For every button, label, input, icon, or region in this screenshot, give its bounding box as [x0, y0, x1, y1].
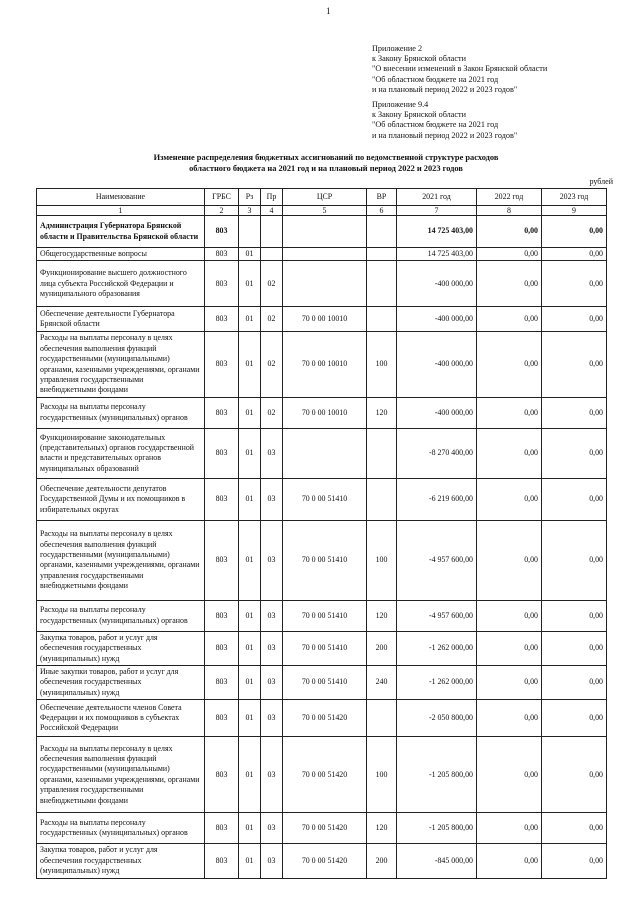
column-number: 6 [367, 206, 397, 216]
amount-2021-cell: -400 000,00 [397, 307, 477, 332]
amount-2021-cell: -4 957 600,00 [397, 600, 477, 631]
amount-2022-cell: 0,00 [477, 520, 542, 600]
pr-cell: 02 [261, 397, 283, 428]
csr-cell: 70 0 00 51420 [283, 844, 367, 878]
rz-cell: 01 [239, 631, 261, 665]
amount-2021-cell: -400 000,00 [397, 261, 477, 307]
rz-cell: 01 [239, 600, 261, 631]
title-line: областного бюджета на 2021 год и на плановый период 2022 и 2023 годов [189, 163, 463, 173]
csr-cell: 70 0 00 51410 [283, 478, 367, 520]
pr-cell: 03 [261, 737, 283, 813]
header-cell: 2023 год [542, 189, 607, 206]
amount-2022-cell: 0,00 [477, 397, 542, 428]
amount-2021-cell: -845 000,00 [397, 844, 477, 878]
grbs-cell: 803 [205, 844, 239, 878]
csr-cell: 70 0 00 51420 [283, 737, 367, 813]
vr-cell [367, 307, 397, 332]
name-cell: Администрация Губернатора Брянской области и Правительства Брянской области [37, 216, 205, 248]
vr-cell [367, 216, 397, 248]
vr-cell: 200 [367, 844, 397, 878]
appendix-line: к Закону Брянской области [372, 54, 466, 64]
grbs-cell: 803 [205, 248, 239, 261]
amount-2021-cell: 14 725 403,00 [397, 216, 477, 248]
amount-2022-cell: 0,00 [477, 307, 542, 332]
appendix-line: "Об областном бюджете на 2021 год [372, 74, 499, 84]
pr-cell: 03 [261, 478, 283, 520]
amount-2022-cell: 0,00 [477, 844, 542, 878]
appendix-2-block [372, 44, 547, 95]
table-row [37, 216, 607, 248]
rz-cell: 01 [239, 397, 261, 428]
name-cell: Иные закупки товаров, работ и услуг для обеспечения государственных (муниципальных) нужд [37, 666, 205, 700]
csr-cell [283, 216, 367, 248]
name-cell: Общегосударственные вопросы [37, 248, 205, 261]
grbs-cell: 803 [205, 600, 239, 631]
pr-cell: 03 [261, 844, 283, 878]
header-cell: Наименование [37, 189, 205, 206]
amount-2021-cell: -6 219 600,00 [397, 478, 477, 520]
pr-cell: 03 [261, 631, 283, 665]
name-cell: Функционирование высшего должностного лица субъекта Российской Федерации и муниципального образования [37, 261, 205, 307]
name-cell: Функционирование законодательных (представительных) органов государственной власти и представительных органов муниципальных образований [37, 428, 205, 478]
vr-cell [367, 261, 397, 307]
rz-cell: 01 [239, 666, 261, 700]
rz-cell: 01 [239, 700, 261, 737]
vr-cell: 120 [367, 813, 397, 844]
pr-cell: 03 [261, 600, 283, 631]
amount-2022-cell: 0,00 [477, 737, 542, 813]
column-number: 2 [205, 206, 239, 216]
csr-cell [283, 428, 367, 478]
amount-2021-cell: -2 050 800,00 [397, 700, 477, 737]
name-cell: Закупка товаров, работ и услуг для обеспечения государственных (муниципальных) нужд [37, 631, 205, 665]
table-row [37, 478, 607, 520]
amount-2021-cell: -1 262 000,00 [397, 666, 477, 700]
rz-cell: 01 [239, 261, 261, 307]
rz-cell: 01 [239, 478, 261, 520]
name-cell: Расходы на выплаты персоналу в целях обеспечения выполнения функций государственными (муниципальными) органами, казенными учреждениями, органами управления государственными внебюджетными фондами [37, 520, 205, 600]
grbs-cell: 803 [205, 478, 239, 520]
grbs-cell: 803 [205, 428, 239, 478]
budget-table [36, 188, 607, 879]
amount-2021-cell: -400 000,00 [397, 332, 477, 397]
column-number: 7 [397, 206, 477, 216]
name-cell: Обеспечение деятельности депутатов Государственной Думы и их помощников в избирательных округах [37, 478, 205, 520]
amount-2021-cell: -4 957 600,00 [397, 520, 477, 600]
table-row [37, 666, 607, 700]
pr-cell: 02 [261, 332, 283, 397]
vr-cell: 120 [367, 397, 397, 428]
vr-cell [367, 428, 397, 478]
amount-2023-cell: 0,00 [542, 216, 607, 248]
appendix-line: "Об областном бюджете на 2021 год [372, 120, 499, 130]
appendix-line: Приложение 9.4 [372, 100, 429, 109]
pr-cell: 03 [261, 700, 283, 737]
appendix-line: и на плановый период 2022 и 2023 годов" [372, 130, 518, 140]
header-cell: ЦСР [283, 189, 367, 206]
amount-2021-cell: -1 262 000,00 [397, 631, 477, 665]
pr-cell [261, 216, 283, 248]
amount-2023-cell: 0,00 [542, 307, 607, 332]
pr-cell [261, 248, 283, 261]
grbs-cell: 803 [205, 737, 239, 813]
header-cell: 2021 год [397, 189, 477, 206]
grbs-cell: 803 [205, 666, 239, 700]
appendix-line: "О внесении изменений в Закон Брянской области [372, 64, 548, 74]
amount-2021-cell: -8 270 400,00 [397, 428, 477, 478]
grbs-cell: 803 [205, 700, 239, 737]
amount-2021-cell: -1 205 800,00 [397, 813, 477, 844]
amount-2023-cell: 0,00 [542, 478, 607, 520]
amount-2022-cell: 0,00 [477, 332, 542, 397]
amount-2022-cell: 0,00 [477, 478, 542, 520]
grbs-cell: 803 [205, 307, 239, 332]
csr-cell: 70 0 00 10010 [283, 332, 367, 397]
appendix-line: и на плановый период 2022 и 2023 годов" [372, 84, 518, 94]
name-cell: Расходы на выплаты персоналу в целях обеспечения выполнения функций государственными (муниципальными) органами, казенными учреждениями, органами управления государственными внебюджетными фондами [37, 332, 205, 397]
csr-cell [283, 261, 367, 307]
pr-cell: 03 [261, 666, 283, 700]
csr-cell: 70 0 00 10010 [283, 307, 367, 332]
rz-cell: 01 [239, 332, 261, 397]
vr-cell: 100 [367, 332, 397, 397]
table-row [37, 520, 607, 600]
column-number: 4 [261, 206, 283, 216]
table-row [37, 700, 607, 737]
csr-cell: 70 0 00 10010 [283, 397, 367, 428]
table-row [37, 737, 607, 813]
vr-cell [367, 248, 397, 261]
pr-cell: 02 [261, 307, 283, 332]
header-cell: Пр [261, 189, 283, 206]
grbs-cell: 803 [205, 332, 239, 397]
pr-cell: 03 [261, 813, 283, 844]
rz-cell: 01 [239, 520, 261, 600]
name-cell: Обеспечение деятельности членов Совета Федерации и их помощников в субъектах Российской Федерации [37, 700, 205, 737]
rz-cell: 01 [239, 844, 261, 878]
amount-2023-cell: 0,00 [542, 631, 607, 665]
amount-2022-cell: 0,00 [477, 428, 542, 478]
table-row [37, 261, 607, 307]
header-cell: ГРБС [205, 189, 239, 206]
units-label: рублей [589, 177, 613, 186]
amount-2021-cell: -400 000,00 [397, 397, 477, 428]
column-number: 1 [37, 206, 205, 216]
rz-cell: 01 [239, 737, 261, 813]
amount-2023-cell: 0,00 [542, 600, 607, 631]
amount-2022-cell: 0,00 [477, 248, 542, 261]
document-title [90, 153, 562, 174]
csr-cell: 70 0 00 51410 [283, 520, 367, 600]
title-line: Изменение распределения бюджетных ассигнований по ведомственной структуре расходов [153, 153, 499, 162]
amount-2023-cell: 0,00 [542, 248, 607, 261]
amount-2022-cell: 0,00 [477, 666, 542, 700]
table-row [37, 844, 607, 878]
grbs-cell: 803 [205, 520, 239, 600]
column-number: 3 [239, 206, 261, 216]
header-cell: ВР [367, 189, 397, 206]
rz-cell: 01 [239, 248, 261, 261]
amount-2023-cell: 0,00 [542, 666, 607, 700]
appendix-9-4-block [372, 100, 517, 141]
name-cell: Расходы на выплаты персоналу государственных (муниципальных) органов [37, 600, 205, 631]
table-row [37, 600, 607, 631]
csr-cell: 70 0 00 51420 [283, 700, 367, 737]
vr-cell: 100 [367, 520, 397, 600]
grbs-cell: 803 [205, 631, 239, 665]
name-cell: Расходы на выплаты персоналу в целях обеспечения выполнения функций государственными (муниципальными) органами, казенными учреждениями, органами управления государственными внебюджетными фондами [37, 737, 205, 813]
rz-cell: 01 [239, 428, 261, 478]
amount-2023-cell: 0,00 [542, 397, 607, 428]
name-cell: Обеспечение деятельности Губернатора Брянской области [37, 307, 205, 332]
table-row [37, 631, 607, 665]
column-number: 9 [542, 206, 607, 216]
amount-2021-cell: 14 725 403,00 [397, 248, 477, 261]
amount-2022-cell: 0,00 [477, 261, 542, 307]
amount-2023-cell: 0,00 [542, 261, 607, 307]
table-row [37, 397, 607, 428]
name-cell: Расходы на выплаты персоналу государственных (муниципальных) органов [37, 397, 205, 428]
vr-cell: 120 [367, 600, 397, 631]
amount-2022-cell: 0,00 [477, 700, 542, 737]
vr-cell [367, 700, 397, 737]
csr-cell: 70 0 00 51410 [283, 600, 367, 631]
amount-2023-cell: 0,00 [542, 700, 607, 737]
page-mark: 1 [326, 6, 331, 16]
table-row [37, 307, 607, 332]
rz-cell [239, 216, 261, 248]
amount-2023-cell: 0,00 [542, 844, 607, 878]
grbs-cell: 803 [205, 397, 239, 428]
appendix-line: Приложение 2 [372, 44, 423, 53]
amount-2023-cell: 0,00 [542, 737, 607, 813]
pr-cell: 03 [261, 428, 283, 478]
column-number: 5 [283, 206, 367, 216]
amount-2023-cell: 0,00 [542, 332, 607, 397]
amount-2022-cell: 0,00 [477, 631, 542, 665]
grbs-cell: 803 [205, 813, 239, 844]
amount-2023-cell: 0,00 [542, 428, 607, 478]
csr-cell: 70 0 00 51420 [283, 813, 367, 844]
amount-2023-cell: 0,00 [542, 813, 607, 844]
vr-cell: 240 [367, 666, 397, 700]
csr-cell [283, 248, 367, 261]
name-cell: Закупка товаров, работ и услуг для обеспечения государственных (муниципальных) нужд [37, 844, 205, 878]
header-row [37, 189, 607, 206]
pr-cell: 02 [261, 261, 283, 307]
amount-2021-cell: -1 205 800,00 [397, 737, 477, 813]
rz-cell: 01 [239, 813, 261, 844]
appendix-line: к Закону Брянской области [372, 110, 466, 120]
amount-2022-cell: 0,00 [477, 813, 542, 844]
table-row [37, 248, 607, 261]
grbs-cell: 803 [205, 216, 239, 248]
csr-cell: 70 0 00 51410 [283, 666, 367, 700]
amount-2023-cell: 0,00 [542, 520, 607, 600]
rz-cell: 01 [239, 307, 261, 332]
header-cell: Рз [239, 189, 261, 206]
table-row [37, 428, 607, 478]
column-number-row [37, 206, 607, 216]
amount-2022-cell: 0,00 [477, 600, 542, 631]
pr-cell: 03 [261, 520, 283, 600]
column-number: 8 [477, 206, 542, 216]
header-cell: 2022 год [477, 189, 542, 206]
csr-cell: 70 0 00 51410 [283, 631, 367, 665]
amount-2022-cell: 0,00 [477, 216, 542, 248]
table-row [37, 813, 607, 844]
vr-cell [367, 478, 397, 520]
table-row [37, 332, 607, 397]
vr-cell: 100 [367, 737, 397, 813]
name-cell: Расходы на выплаты персоналу государственных (муниципальных) органов [37, 813, 205, 844]
grbs-cell: 803 [205, 261, 239, 307]
vr-cell: 200 [367, 631, 397, 665]
